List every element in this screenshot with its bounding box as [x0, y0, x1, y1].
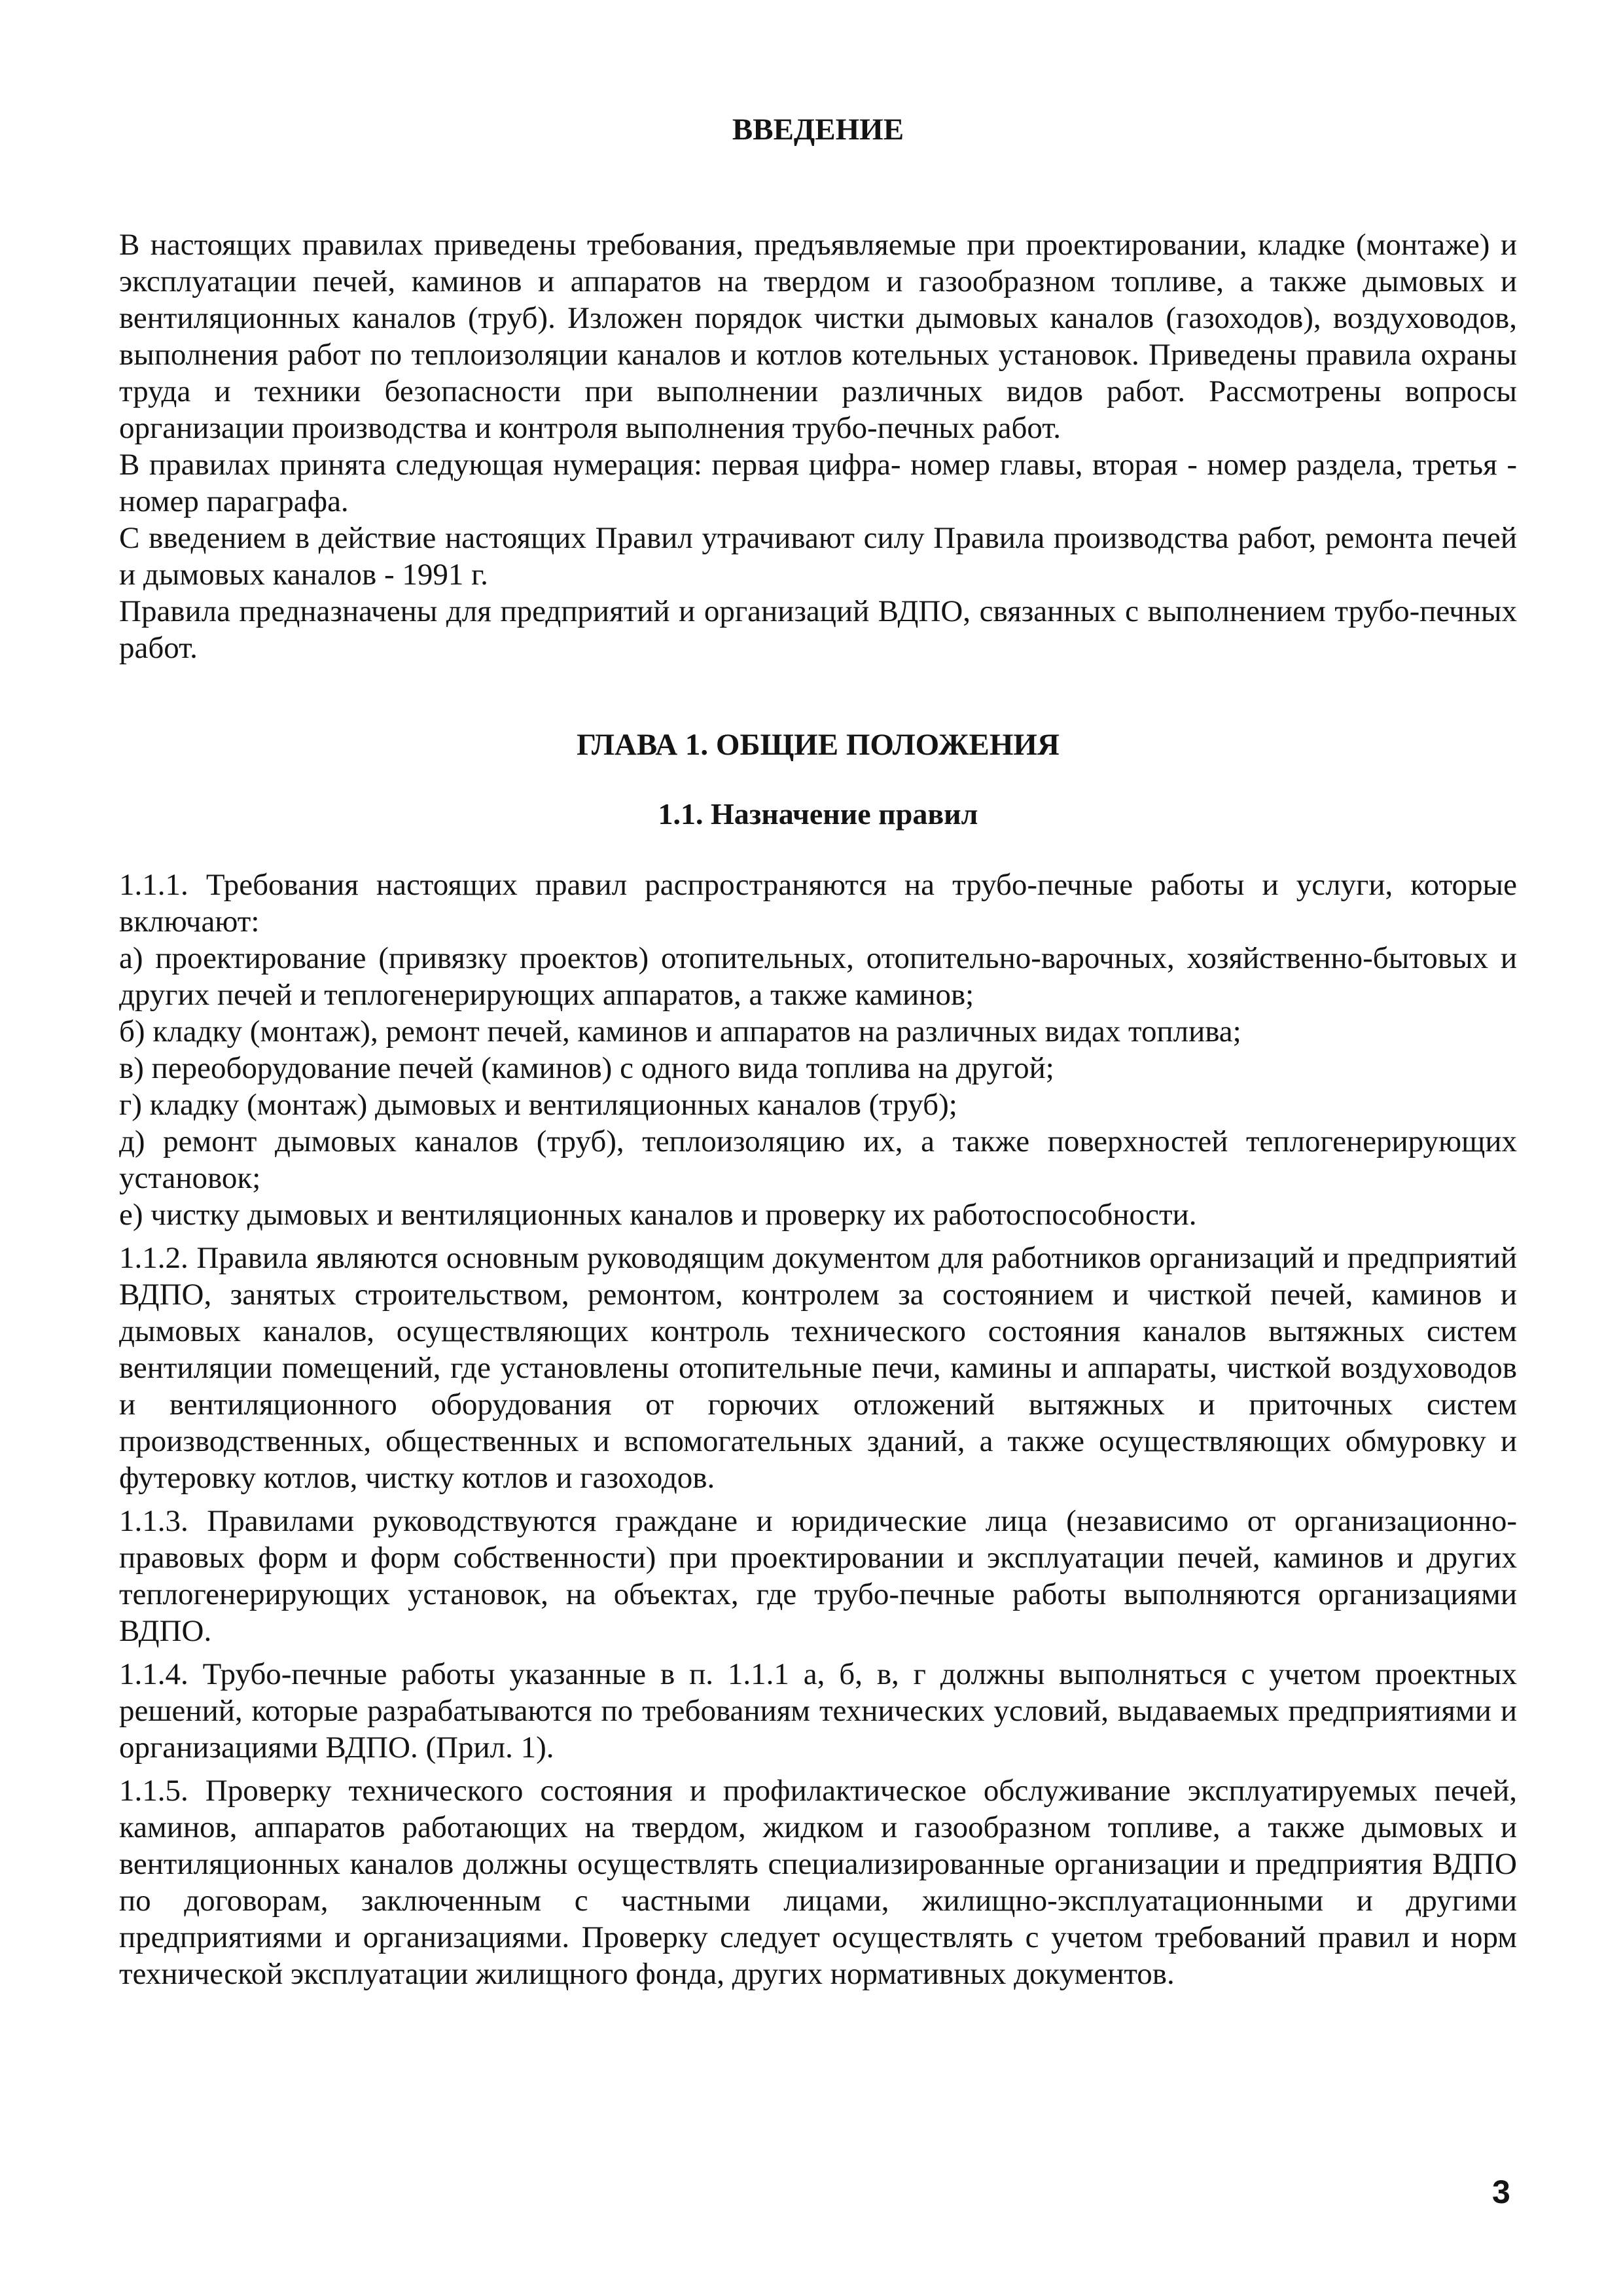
- paragraph-1-1-3: 1.1.3. Правилами руководствуются граждане и юридические лица (независимо от организационно-правовых форм и форм собственности) при проектировании и эксплуатации печей, каминов и других теплогенерирующих установок, на объектах, где трубо-печные работы выполняются организациями ВДПО.: [119, 1504, 1517, 1648]
- list-item: е) чистку дымовых и вентиляционных каналов и проверку их работоспособности.: [119, 1198, 1197, 1232]
- intro-paragraph: В настоящих правилах приведены требования, предъявляемые при проектировании, кладке (монтаже) и эксплуатации печей, каминов и аппаратов на твердом и газообразном топливе, а также дымовых и вентиляционных каналов (труб). Изложен порядок чистки дымовых каналов (газоходов), воздуховодов, выполнения работ по теплоизоляции каналов и котлов котельных установок. Приведены правила охраны труда и техники безопасности при выполнении различных видов работ. Рассмотрены вопросы организации производства и контроля выполнения трубо-печных работ.: [119, 228, 1517, 445]
- list-item: в) переоборудование печей (каминов) с одного вида топлива на другой;: [119, 1051, 1054, 1085]
- paragraph-1-1-4: 1.1.4. Трубо-печные работы указанные в п. 1.1.1 а, б, в, г должны выполняться с учетом проектных решений, которые разрабатываются по требованиям технических условий, выдаваемых предприятиями и организациями ВДПО. (Прил. 1).: [119, 1657, 1517, 1765]
- paragraph-1-1-2: 1.1.2. Правила являются основным руководящим документом для работников организаций и предприятий ВДПО, занятых строительством, ремонтом, контролем за состоянием и чисткой печей, каминов и дымовых каналов, осуществляющих контроль технического состояния каналов вытяжных систем вентиляции помещений, где установлены отопительные печи, камины и аппараты, чисткой воздуховодов и вентиляционного оборудования от горючих отложений вытяжных и приточных систем производственных, общественных и вспомогательных зданий, а также осуществляющих обмуровку и футеровку котлов, чистку котлов и газоходов.: [119, 1241, 1517, 1495]
- chapter-heading: ГЛАВА 1. ОБЩИЕ ПОЛОЖЕНИЯ: [577, 728, 1060, 762]
- intro-paragraph: С введением в действие настоящих Правил утрачивают силу Правила производства работ, ремонта печей и дымовых каналов - 1991 г.: [119, 521, 1517, 592]
- list-item: д) ремонт дымовых каналов (труб), теплоизоляцию их, а также поверхностей теплогенерирующих установок;: [119, 1124, 1517, 1195]
- list-item: г) кладку (монтаж) дымовых и вентиляционных каналов (труб);: [119, 1088, 957, 1122]
- paragraph-1-1-5: 1.1.5. Проверку технического состояния и профилактическое обслуживание эксплуатируемых печей, каминов, аппаратов работающих на твердом, жидком и газообразном топливе, а также дымовых и вентиляционных каналов должны осуществлять специализированные организации и предприятия ВДПО по договорам, заключенным с частными лицами, жилищно-эксплуатационными и другими предприятиями и организациями. Проверку следует осуществлять с учетом требований правил и норм технической эксплуатации жилищного фонда, других нормативных документов.: [119, 1774, 1517, 1991]
- list-item: а) проектирование (привязку проектов) отопительных, отопительно-варочных, хозяйственно-бытовых и других печей и теплогенерирующих аппаратов, а также каминов;: [119, 941, 1517, 1012]
- paragraph-1-1-1: 1.1.1. Требования настоящих правил распространяются на трубо-печные работы и услуги, которые включают:: [119, 868, 1517, 939]
- intro-paragraph: В правилах принята следующая нумерация: первая цифра- номер главы, вторая - номер раздела, третья - номер параграфа.: [119, 448, 1517, 518]
- intro-paragraph: Правила предназначены для предприятий и организаций ВДПО, связанных с выполнением трубо-печных работ.: [119, 594, 1517, 665]
- list-item: б) кладку (монтаж), ремонт печей, каминов и аппаратов на различных видах топлива;: [119, 1014, 1241, 1049]
- page-content: [119, 111, 1517, 1992]
- page-number: 3: [1492, 2174, 1510, 2210]
- section-heading: 1.1. Назначение правил: [658, 797, 978, 831]
- intro-heading: ВВЕДЕНИЕ: [732, 113, 904, 147]
